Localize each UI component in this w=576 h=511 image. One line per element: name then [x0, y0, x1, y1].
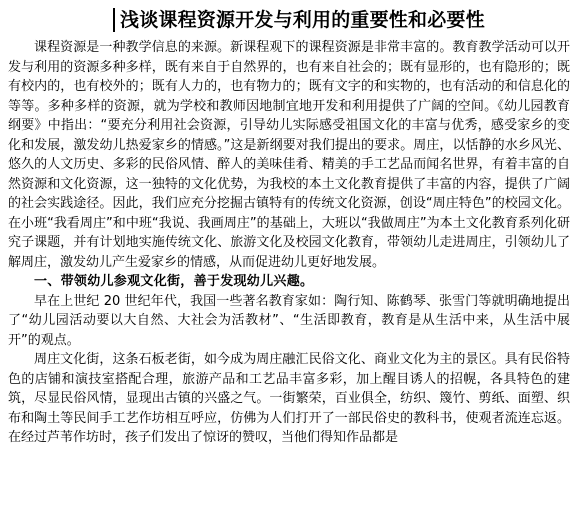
culture-street-paragraph: 周庄文化街，这条石板老街，如今成为周庄融汇民俗文化、商业文化为主的景区。具有民俗特色的店铺和演技室搭配合理，旅游产品和工艺品丰富多彩，加上醒目诱人的招幌，各具特色的建筑，尽显民俗风情，显现出古镇的兴盛之气。一街繁荣，百业俱全，纺织、篾竹、剪纸、面塑、织布和陶土等民间手工艺作坊相互呼应，仿佛为人们打开了一部民俗史的教科书，使观者流连忘返。在经过芦苇作坊时，孩子们发出了惊讶的赞叹，当他们得知作品都是 — [8, 352, 570, 445]
intro-paragraph: 课程资源是一种教学信息的来源。新课程观下的课程资源是非常丰富的。教育教学活动可以开发与利用的资源多种多样，既有来自于自然界的，也有来自社会的；既有显形的，也有隐形的；既有校内的，也有校外的；既有人力的，也有物力的；既有文字的和实物的，也有活动的和信息化的等等。多种多样的资源，就为学校和教师因地制宜地开发和利用提供了广阔的空间。《幼儿园教育纲要》中指出：“要充分利用社会资源，引导幼儿实际感受祖国文化的丰富与优秀，感受家乡的变化和发展，激发幼儿热爱家乡的情感。”这是新纲要对我们提出的要求。周庄，以恬静的水乡风光、悠久的人文历史、多彩的民俗风情、醉人的美味佳肴、精美的手工艺品而闻名世界，有着丰富的自然资源和文化资源，这一独特的文化优势，为我校的本土文化教育提供了丰富的内容，提供了广阔的社会实践途径。因此，我们应充分挖掘古镇特有的传统文化资源，创设“周庄特色”的校园文化。在小班“我看周庄”和中班“我说、我画周庄”的基础上，大班以“我做周庄”为本土文化教育系列化研究子课题，并有计划地实施传统文化、旅游文化及校园文化教育，带领幼儿走进周庄，引领幼儿了解周庄，激发幼儿产生爱家乡的情感，从而促进幼儿更好地发展。 — [8, 40, 570, 270]
section-heading: 一、带领幼儿参观文化街，善于发现幼儿兴趣。 — [34, 274, 314, 289]
title-row — [0, 4, 576, 34]
document-body — [8, 38, 570, 448]
document-title: 浅谈课程资源开发与利用的重要性和必要性 — [120, 9, 485, 31]
history-paragraph: 早在上世纪 20 世纪年代，我国一些著名教育家如：陶行知、陈鹤琴、张雪门等就明确地提出了“幼儿园活动要以大自然、大社会为活教材”、“生活即教育，教育是从生活中来，从生活中展开”的观点。 — [8, 293, 570, 348]
text-cursor — [113, 8, 115, 32]
